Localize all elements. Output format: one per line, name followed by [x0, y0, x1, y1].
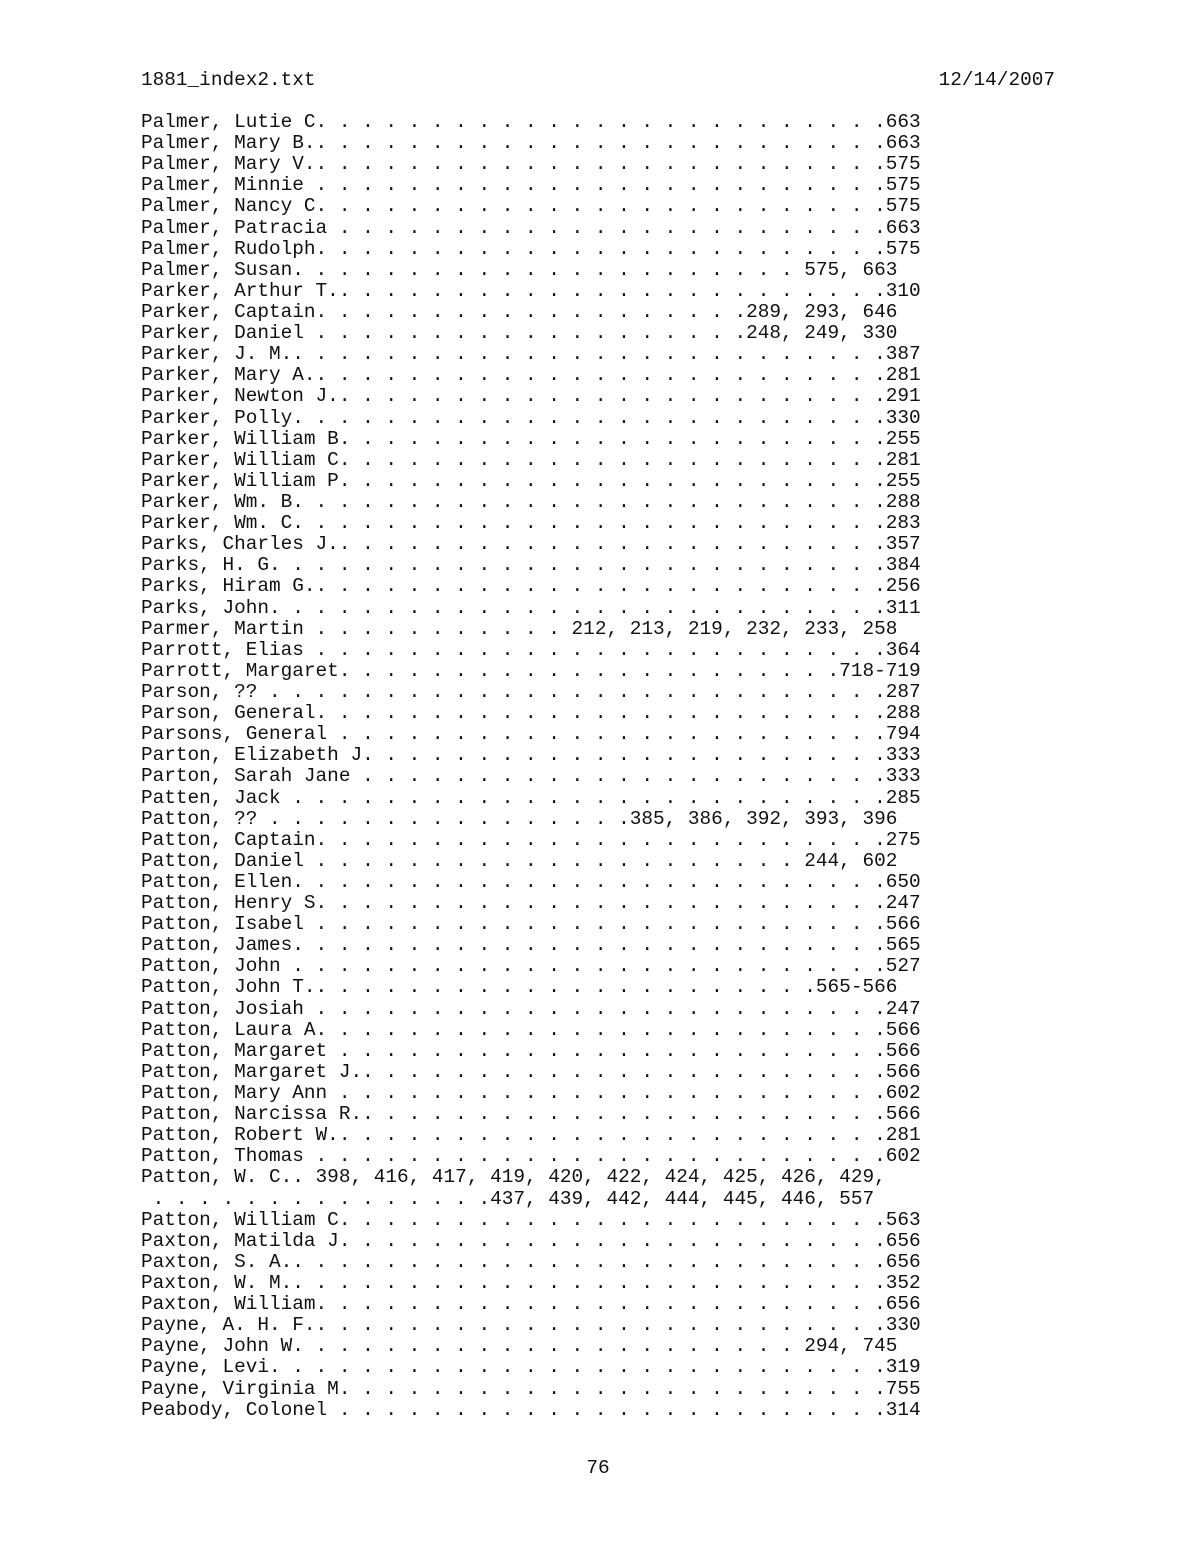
index-entry: Parson, ?? . . . . . . . . . . . . . . . . . . . . . . . . . . .287 — [141, 680, 921, 703]
index-list — [141, 112, 921, 1421]
index-entry: Patton, Ellen. . . . . . . . . . . . . . . . . . . . . . . . . .650 — [141, 870, 921, 893]
header-date: 12/14/2007 — [938, 69, 1055, 91]
index-entry: Palmer, Minnie . . . . . . . . . . . . . . . . . . . . . . . . .575 — [141, 174, 921, 197]
index-entry: Parker, William P. . . . . . . . . . . . . . . . . . . . . . . .255 — [141, 469, 921, 492]
index-entry: Palmer, Rudolph. . . . . . . . . . . . . . . . . . . . . . . . .575 — [141, 237, 921, 260]
index-entry: Patton, Laura A. . . . . . . . . . . . . . . . . . . . . . . . .566 — [141, 1018, 921, 1041]
index-entry: Payne, A. H. F.. . . . . . . . . . . . . . . . . . . . . . . . .330 — [141, 1314, 921, 1337]
index-entry: Patton, ?? . . . . . . . . . . . . . . . .385, 386, 392, 393, 396 — [141, 807, 898, 830]
index-entry: Parker, Newton J.. . . . . . . . . . . . . . . . . . . . . . . .291 — [141, 385, 921, 408]
index-entry: Peabody, Colonel . . . . . . . . . . . . . . . . . . . . . . . .314 — [141, 1398, 921, 1421]
index-entry: Paxton, S. A.. . . . . . . . . . . . . . . . . . . . . . . . . .656 — [141, 1250, 921, 1273]
index-entry: Patton, Captain. . . . . . . . . . . . . . . . . . . . . . . . .275 — [141, 828, 921, 851]
index-entry: Parrott, Elias . . . . . . . . . . . . . . . . . . . . . . . . .364 — [141, 638, 921, 661]
index-entry: Payne, Virginia M. . . . . . . . . . . . . . . . . . . . . . . .755 — [141, 1377, 921, 1400]
index-entry: Parton, Elizabeth J. . . . . . . . . . . . . . . . . . . . . . .333 — [141, 744, 921, 767]
index-entry: Parson, General. . . . . . . . . . . . . . . . . . . . . . . . .288 — [141, 702, 921, 725]
index-entry: Palmer, Nancy C. . . . . . . . . . . . . . . . . . . . . . . . .575 — [141, 195, 921, 218]
index-entry: Parker, Arthur T.. . . . . . . . . . . . . . . . . . . . . . . .310 — [141, 279, 921, 302]
index-entry: Parks, John. . . . . . . . . . . . . . . . . . . . . . . . . . .311 — [141, 596, 921, 619]
index-entry: Payne, John W. . . . . . . . . . . . . . . . . . . . . . 294, 745 — [141, 1335, 898, 1358]
index-entry: Paxton, William. . . . . . . . . . . . . . . . . . . . . . . . .656 — [141, 1293, 921, 1316]
index-entry: Patton, Narcissa R.. . . . . . . . . . . . . . . . . . . . . . .566 — [141, 1103, 921, 1126]
index-entry: Parsons, General . . . . . . . . . . . . . . . . . . . . . . . .794 — [141, 723, 921, 746]
file-name: 1881_index2.txt — [141, 69, 316, 91]
index-entry: Patten, Jack . . . . . . . . . . . . . . . . . . . . . . . . . .285 — [141, 786, 921, 809]
index-entry: Parks, Charles J.. . . . . . . . . . . . . . . . . . . . . . . .357 — [141, 533, 921, 556]
index-entry: Parker, Mary A.. . . . . . . . . . . . . . . . . . . . . . . . .281 — [141, 364, 921, 387]
index-entry: Parker, Polly. . . . . . . . . . . . . . . . . . . . . . . . . .330 — [141, 406, 921, 429]
index-entry: Patton, Josiah . . . . . . . . . . . . . . . . . . . . . . . . .247 — [141, 997, 921, 1020]
index-entry: Parker, J. M.. . . . . . . . . . . . . . . . . . . . . . . . . .387 — [141, 343, 921, 366]
index-entry: Patton, John T.. . . . . . . . . . . . . . . . . . . . . .565-566 — [141, 976, 898, 999]
page-header — [141, 66, 1055, 94]
index-entry: Parmer, Martin . . . . . . . . . . . 212, 213, 219, 232, 233, 258 — [141, 617, 898, 640]
index-entry: Palmer, Susan. . . . . . . . . . . . . . . . . . . . . . 575, 663 — [141, 258, 898, 281]
index-entry: Palmer, Lutie C. . . . . . . . . . . . . . . . . . . . . . . . .663 — [141, 111, 921, 133]
index-entry: Patton, Margaret . . . . . . . . . . . . . . . . . . . . . . . .566 — [141, 1039, 921, 1062]
index-entry: Parker, Wm. C. . . . . . . . . . . . . . . . . . . . . . . . . .283 — [141, 512, 921, 535]
index-entry: Parker, William C. . . . . . . . . . . . . . . . . . . . . . . .281 — [141, 448, 921, 471]
index-entry: Parks, H. G. . . . . . . . . . . . . . . . . . . . . . . . . . .384 — [141, 554, 921, 577]
index-entry: Parker, Daniel . . . . . . . . . . . . . . . . . . .248, 249, 330 — [141, 322, 898, 345]
page-number: 76 — [586, 1457, 610, 1479]
index-entry: . . . . . . . . . . . . . . .437, 439, 442, 444, 445, 446, 557 — [141, 1187, 875, 1210]
index-entry: Paxton, W. M.. . . . . . . . . . . . . . . . . . . . . . . . . .352 — [141, 1272, 921, 1295]
index-entry: Parks, Hiram G.. . . . . . . . . . . . . . . . . . . . . . . . .256 — [141, 575, 921, 598]
index-entry: Parker, William B. . . . . . . . . . . . . . . . . . . . . . . .255 — [141, 427, 921, 450]
index-entry: Parton, Sarah Jane . . . . . . . . . . . . . . . . . . . . . . .333 — [141, 765, 921, 788]
index-entry: Patton, James. . . . . . . . . . . . . . . . . . . . . . . . . .565 — [141, 934, 921, 957]
index-entry: Patton, John . . . . . . . . . . . . . . . . . . . . . . . . . .527 — [141, 955, 921, 978]
index-entry: Parrott, Margaret. . . . . . . . . . . . . . . . . . . . . .718-719 — [141, 659, 921, 682]
index-entry: Payne, Levi. . . . . . . . . . . . . . . . . . . . . . . . . . .319 — [141, 1356, 921, 1379]
index-entry: Patton, Daniel . . . . . . . . . . . . . . . . . . . . . 244, 602 — [141, 849, 898, 872]
index-entry: Parker, Captain. . . . . . . . . . . . . . . . . . .289, 293, 646 — [141, 300, 898, 323]
index-entry: Parker, Wm. B. . . . . . . . . . . . . . . . . . . . . . . . . .288 — [141, 490, 921, 513]
index-entry: Palmer, Patracia . . . . . . . . . . . . . . . . . . . . . . . .663 — [141, 216, 921, 239]
index-entry: Patton, Margaret J.. . . . . . . . . . . . . . . . . . . . . . .566 — [141, 1060, 921, 1083]
index-entry: Patton, Thomas . . . . . . . . . . . . . . . . . . . . . . . . .602 — [141, 1145, 921, 1168]
index-entry: Palmer, Mary B.. . . . . . . . . . . . . . . . . . . . . . . . .663 — [141, 132, 921, 155]
index-entry: Paxton, Matilda J. . . . . . . . . . . . . . . . . . . . . . . .656 — [141, 1229, 921, 1252]
index-entry: Palmer, Mary V.. . . . . . . . . . . . . . . . . . . . . . . . .575 — [141, 153, 921, 176]
index-entry: Patton, Isabel . . . . . . . . . . . . . . . . . . . . . . . . .566 — [141, 913, 921, 936]
index-entry: Patton, William C. . . . . . . . . . . . . . . . . . . . . . . .563 — [141, 1208, 921, 1231]
index-entry: Patton, Robert W.. . . . . . . . . . . . . . . . . . . . . . . .281 — [141, 1124, 921, 1147]
index-entry: Patton, W. C.. 398, 416, 417, 419, 420, 422, 424, 425, 426, 429, — [141, 1166, 886, 1189]
index-entry: Patton, Henry S. . . . . . . . . . . . . . . . . . . . . . . . .247 — [141, 892, 921, 915]
index-entry: Patton, Mary Ann . . . . . . . . . . . . . . . . . . . . . . . .602 — [141, 1082, 921, 1105]
